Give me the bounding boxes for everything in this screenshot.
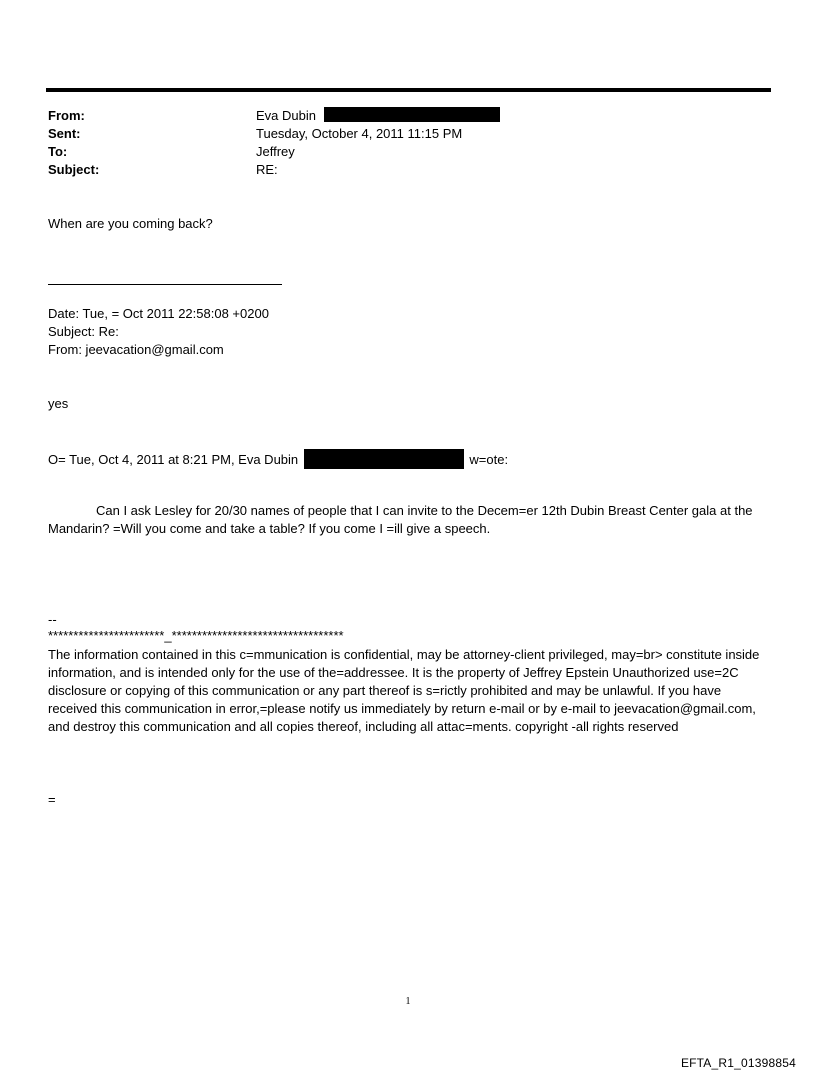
redaction-box: [304, 449, 464, 469]
sent-label: Sent:: [48, 126, 81, 141]
sent-value: Tuesday, October 4, 2011 11:15 PM: [256, 126, 463, 141]
original-message: Can I ask Lesley for 20/30 names of people that I can invite to the Decem=er 12th Dubin Breast Center gala at the Mandarin? =Will you come and take a table? If you come I =ill give a speech.: [48, 503, 753, 536]
bates-number: EFTA_R1_01398854: [680, 1056, 796, 1070]
to-value: Jeffrey: [256, 144, 295, 159]
redaction-box: [324, 107, 500, 122]
subject-value: RE:: [256, 162, 278, 177]
subject-label: Subject:: [48, 162, 100, 177]
from-label: From:: [48, 108, 85, 123]
from-value-wrap: [256, 107, 500, 125]
quoted-from: From: jeevacation@gmail.com: [48, 342, 224, 357]
stars-line: ***********************_**********************************: [48, 628, 344, 643]
quoted-attribution: [48, 449, 508, 469]
disclaimer-text: The information contained in this c=mmunication is confidential, may be attorney-client privileged, may=br> constitute inside information, and is intended only for the use of the=addressee. It is the property of Jeffrey Epstein Unauthorized use=2C disclosure or copying of this communication or any part thereof is s=rictly prohibited and may be unlawful. If you have received this communication in error,=please notify us immediately by return e-mail or by e-mail to jeevacation@gmail.com, and destroy this communication and all copies thereof, including all attac=ments. copyright -all rights reserved: [48, 647, 760, 734]
attribution-prefix: O= Tue, Oct 4, 2011 at 8:21 PM, Eva Dubin: [48, 452, 299, 467]
from-value: Eva Dubin: [256, 108, 316, 123]
header-rule: [46, 88, 771, 92]
reply-text: When are you coming back?: [48, 216, 213, 231]
trailing-equals: =: [48, 792, 56, 807]
page-number: 1: [405, 996, 411, 1007]
sent-row: [48, 125, 463, 143]
quote-separator: [48, 284, 282, 285]
quoted-date: Date: Tue, = Oct 2011 22:58:08 +0200: [48, 306, 269, 321]
quoted-subject: Subject: Re:: [48, 324, 119, 339]
attribution-suffix: w=ote:: [469, 452, 509, 467]
signature-dashes: --: [48, 612, 57, 627]
to-row: [48, 143, 295, 161]
from-row: [48, 107, 316, 125]
to-label: To:: [48, 144, 68, 159]
quoted-reply: yes: [48, 396, 69, 411]
subject-row: [48, 161, 278, 179]
